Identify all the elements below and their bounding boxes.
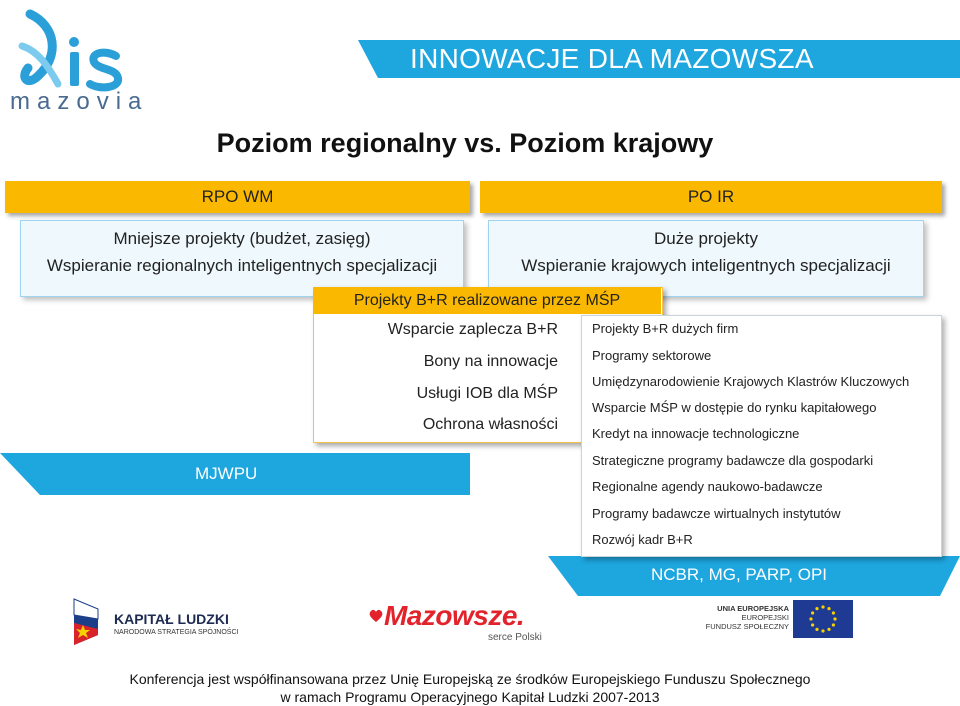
- poland-flag-icon: [68, 595, 110, 650]
- rpo-panel: [20, 220, 464, 297]
- list-item: Strategiczne programy badawcze dla gospodarki: [592, 453, 874, 468]
- list-item: Programy badawcze wirtualnych instytutów: [592, 506, 841, 521]
- rpo-line: Mniejsze projekty (budżet, zasięg): [113, 229, 371, 248]
- list-item: Wsparcie MŚP w dostępie do rynku kapitałowego: [592, 400, 877, 415]
- list-item: Kredyt na innowacje technologiczne: [592, 426, 800, 441]
- poir-line: Wspieranie krajowych inteligentnych specjalizacji: [521, 256, 891, 275]
- mazowsze-subtitle: serce Polski: [488, 632, 542, 643]
- page-title: Poziom regionalny vs. Poziom krajowy: [216, 128, 714, 158]
- mazowsze-text: Mazowsze.: [384, 600, 525, 631]
- msp-title: Projekty B+R realizowane przez MŚP: [353, 292, 621, 309]
- logo-text: mazovia: [10, 88, 149, 115]
- footer-line: Konferencja jest współfinansowana przez Unię Europejską ze środków Europejskiego Funduszu Społecznego: [129, 671, 811, 687]
- msp-item: Ochrona własności: [422, 416, 558, 433]
- list-item: Umiędzynarodowienie Krajowych Klastrów Kluczowych: [592, 374, 910, 389]
- kapital-title: KAPITAŁ LUDZKI: [114, 611, 229, 627]
- ue-line: EUROPEJSKI: [741, 613, 789, 622]
- kapital-subtitle: NARODOWA STRATEGIA SPÓJNOŚCI: [114, 629, 239, 636]
- poir-banner: PO IR: [480, 181, 942, 213]
- ue-line: FUNDUSZ SPOŁECZNY: [705, 622, 789, 631]
- header-title: INNOWACJE DLA MAZOWSZA: [410, 43, 814, 74]
- mazowsze-logo: [368, 598, 558, 646]
- list-item: Rozwój kadr B+R: [592, 532, 693, 547]
- mjwpu-label: MJWPU: [195, 464, 258, 483]
- eu-flag-icon: [793, 600, 853, 638]
- kapital-ludzki-logo: [68, 595, 238, 650]
- ncbr-label: NCBR, MG, PARP, OPI: [650, 565, 828, 584]
- list-item: Projekty B+R dużych firm: [592, 321, 739, 336]
- msp-item: Bony na innowacje: [423, 353, 558, 370]
- rpo-line: Wspieranie regionalnych inteligentnych specjalizacji: [46, 256, 438, 275]
- list-item: Regionalne agendy naukowo-badawcze: [592, 479, 823, 494]
- eu-efs-logo: [705, 600, 855, 640]
- list-item: Programy sektorowe: [592, 348, 712, 363]
- ue-line: UNIA EUROPEJSKA: [717, 604, 789, 613]
- poir-panel: [488, 220, 924, 297]
- rpo-banner: RPO WM: [5, 181, 470, 213]
- heart-icon: [368, 608, 384, 624]
- poir-line: Duże projekty: [654, 229, 758, 248]
- footer-line: w ramach Programu Operacyjnego Kapitał Ludzki 2007-2013: [280, 689, 660, 705]
- msp-item: Usługi IOB dla MŚP: [416, 385, 558, 402]
- msp-item: Wsparcie zaplecza B+R: [387, 321, 558, 338]
